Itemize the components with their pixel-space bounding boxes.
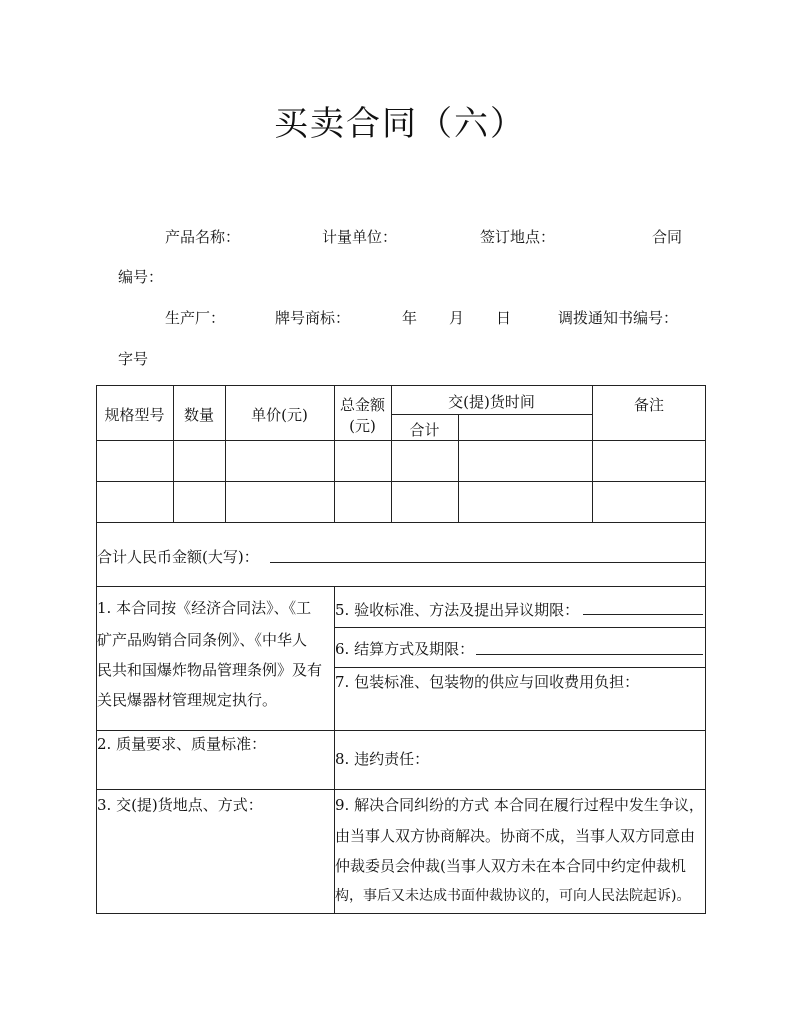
clause-1-line-3: 民共和国爆炸物品管理条例》及有: [97, 661, 323, 679]
row-divider: [96, 522, 706, 523]
row-divider: [96, 481, 706, 482]
col-divider: [458, 414, 459, 522]
row-divider: [96, 789, 706, 790]
row-divider: [96, 440, 706, 441]
row-divider: [96, 586, 706, 587]
clause-1-line-4: 关民爆器材管理规定执行。: [97, 691, 278, 709]
clause-1-line-2: 矿产品购销合同条例》、《中华人: [97, 631, 308, 649]
clause-6: 6. 结算方式及期限：: [335, 640, 475, 658]
clause-6-underline: [476, 654, 703, 655]
manufacturer-label: 生产厂：: [165, 309, 226, 327]
row-divider: [334, 627, 706, 628]
col-header-spec: 规格型号: [104, 406, 165, 424]
notice-number-label: 调拨通知书编号：: [558, 309, 679, 327]
clause-7: 7. 包装标准、包装物的供应与回收费用负担：: [335, 673, 640, 691]
year-label: 年: [402, 309, 418, 327]
month-label: 月: [449, 309, 465, 327]
clause-8: 8. 违约责任：: [335, 750, 430, 768]
col-header-unit-price: 单价(元): [251, 406, 308, 424]
unit-label: 计量单位：: [322, 228, 398, 246]
col-header-delivery-time: 交(提)货时间: [448, 393, 535, 411]
col-header-total: 总金额: [339, 396, 385, 414]
col-header-subtotal: 合计: [409, 421, 440, 439]
document-title: 买卖合同（六）: [274, 104, 526, 144]
total-rmb-underline: [270, 562, 706, 563]
contract-label: 合同: [652, 228, 683, 246]
row-divider: [391, 414, 592, 415]
col-header-remarks: 备注: [633, 396, 664, 414]
clause-3: 3. 交(提)货地点、方式：: [97, 796, 263, 814]
zi-hao-label: 字号: [118, 350, 149, 368]
row-divider: [334, 667, 706, 668]
col-header-total-unit: (元): [349, 417, 376, 435]
clause-5: 5. 验收标准、方法及提出异议期限：: [335, 601, 580, 619]
clause-9-line-1: 9. 解决合同纠纷的方式 本合同在履行过程中发生争议，: [335, 796, 704, 814]
clause-9-line-4: 构，事后又未达成书面仲裁协议的，可向人民法院起诉)。: [335, 888, 691, 904]
day-label: 日: [496, 309, 512, 327]
clause-5-underline: [583, 614, 703, 615]
clause-2: 2. 质量要求、质量标准：: [97, 735, 267, 753]
clause-9-line-3: 仲裁委员会仲裁(当事人双方未在本合同中约定仲裁机: [335, 857, 686, 875]
clause-9-line-2: 由当事人双方协商解决。协商不成，当事人双方同意由: [335, 827, 696, 845]
sign-place-label: 签订地点：: [480, 228, 556, 246]
row-divider: [96, 730, 706, 731]
clause-1-line-1: 1. 本合同按《经济合同法》、《工: [97, 599, 312, 617]
brand-label: 牌号商标：: [275, 309, 351, 327]
total-rmb-label: 合计人民币金额(大写)：: [97, 548, 259, 566]
product-name-label: 产品名称：: [165, 228, 241, 246]
col-header-qty: 数量: [183, 406, 214, 424]
contract-number-label: 编号：: [118, 268, 164, 286]
